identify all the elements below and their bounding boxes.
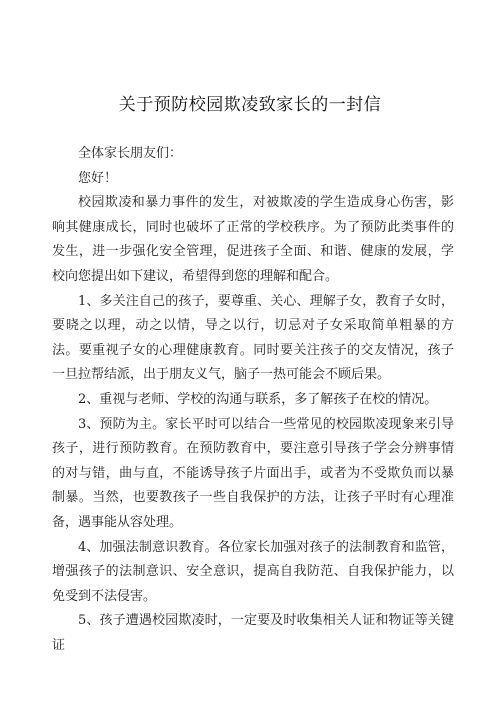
paragraph-item-4: 4、加强法制意识教育。各位家长加强对孩子的法制教育和监管，增强孩子的法制意识、安全意识，提高自我防范、自我保护能力，以免受到不法侵害。: [52, 539, 454, 604]
document-body: [52, 142, 454, 658]
paragraph-item-2: 2、重视与老师、学校的沟通与联系，多了解孩子在校的情况。: [78, 391, 438, 407]
paragraph-item-5: 5、孩子遭遇校园欺凌时，一定要及时收集相关人证和物证等关键证: [52, 613, 454, 653]
document-title: 关于预防校园欺凌致家长的一封信: [118, 95, 382, 115]
paragraph-item-3: 3、预防为主。家长平时可以结合一些常见的校园欺凌现象来引导孩子，进行预防教育。在预防教育中，要注意引导孩子学会分辨事情的对与错，曲与直，不能诱导孩子片面出手，或者为不受欺负而以暴制暴。当然，也要教孩子一些自我保护的方法，让孩子平时有心理准备，遇事能从容处理。: [52, 416, 454, 530]
salutation: 全体家长朋友们：: [78, 146, 183, 161]
greeting: 您好！: [78, 170, 118, 186]
paragraph-intro: 校园欺凌和暴力事件的发生，对被欺凌的学生造成身心伤害，影响其健康成长，同时也破坏了正常的学校秩序。为了预防此类事件的发生，进一步强化安全管理，促进孩子全面、和谐、健康的发展，学校向您提出如下建议，希望得到您的理解和配合。: [52, 195, 454, 284]
paragraph-item-1: 1、多关注自己的孩子，要尊重、关心、理解子女，教育子女时，要晓之以理，动之以情，导之以行，切忌对子女采取简单粗暴的方法。要重视子女的心理健康教育。同时要关注孩子的交友情况，孩子一旦拉帮结派，出于朋友义气，脑子一热可能会不顾后果。: [52, 293, 454, 383]
